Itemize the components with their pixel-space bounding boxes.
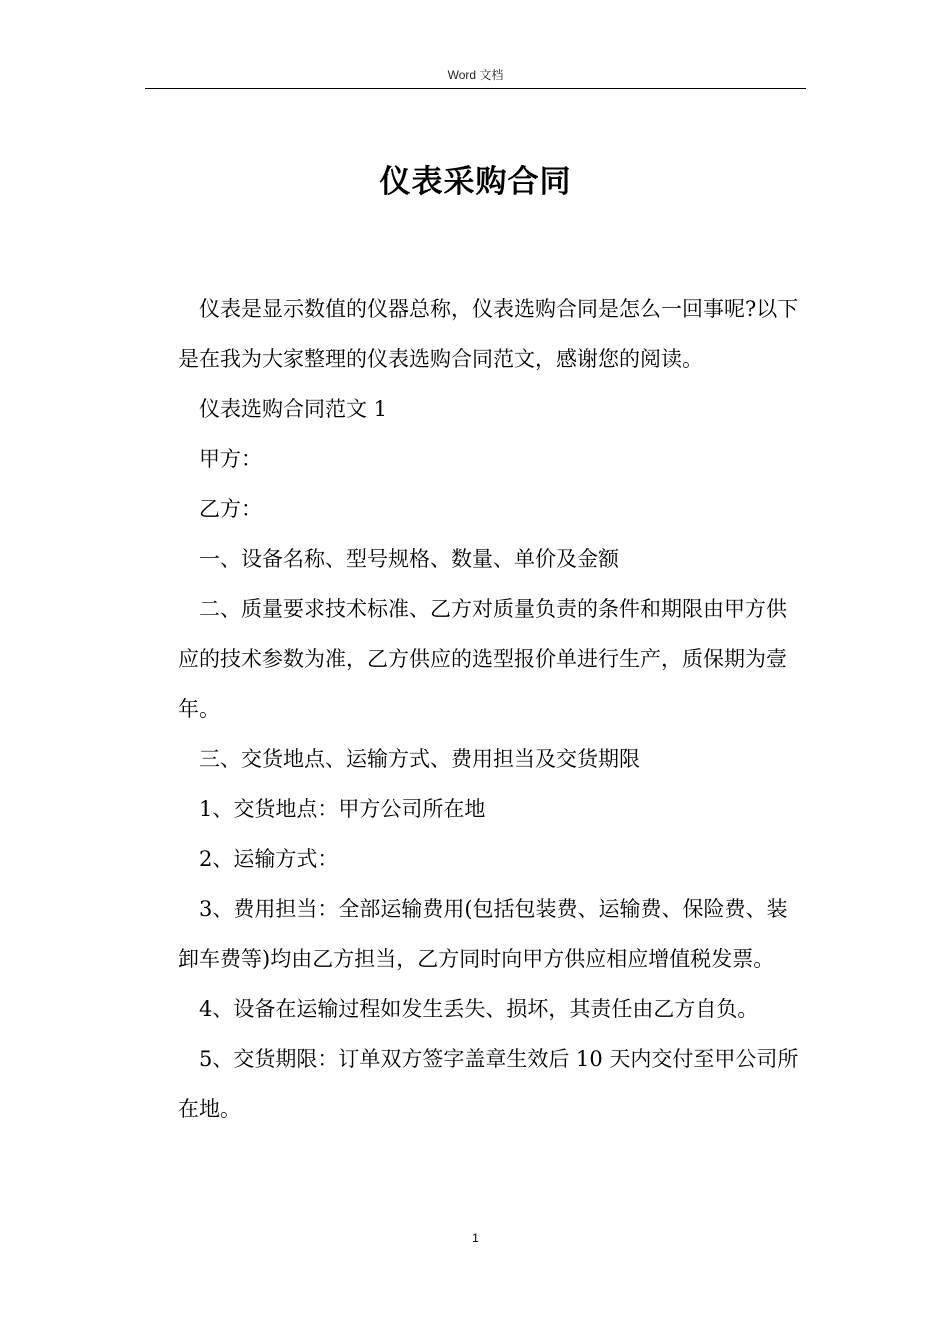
paragraph: 4、设备在运输过程如发生丢失、损坏，其责任由乙方自负。 <box>199 997 759 1021</box>
paragraph: 甲方： <box>199 447 262 471</box>
paragraph: 乙方： <box>199 497 262 521</box>
page-header: Word 文档 <box>447 68 504 82</box>
paragraph: 1、交货地点：甲方公司所在地 <box>199 797 486 821</box>
paragraph: 5、交货期限：订单双方签字盖章生效后 10 天内交付至甲公司所在地。 <box>178 1047 799 1121</box>
paragraph: 三、交货地点、运输方式、费用担当及交货期限 <box>199 747 640 771</box>
paragraph: 2、运输方式： <box>199 847 339 871</box>
page-number: 1 <box>472 1231 479 1245</box>
paragraph: 二、质量要求技术标准、乙方对质量负责的条件和期限由甲方供应的技术参数为准，乙方供应的选型报价单进行生产，质保期为壹年。 <box>178 597 787 721</box>
document-body <box>178 284 806 1134</box>
header-rule <box>145 88 806 89</box>
document-title: 仪表采购合同 <box>379 164 572 200</box>
paragraph: 仪表选购合同范文 1 <box>199 397 388 421</box>
paragraph: 3、费用担当：全部运输费用(包括包装费、运输费、保险费、装卸车费等)均由乙方担当，乙方同时向甲方供应相应增值税发票。 <box>178 897 788 971</box>
paragraph: 仪表是显示数值的仪器总称，仪表选购合同是怎么一回事呢?以下是在我为大家整理的仪表选购合同范文，感谢您的阅读。 <box>178 297 799 371</box>
paragraph: 一、设备名称、型号规格、数量、单价及金额 <box>199 547 619 571</box>
